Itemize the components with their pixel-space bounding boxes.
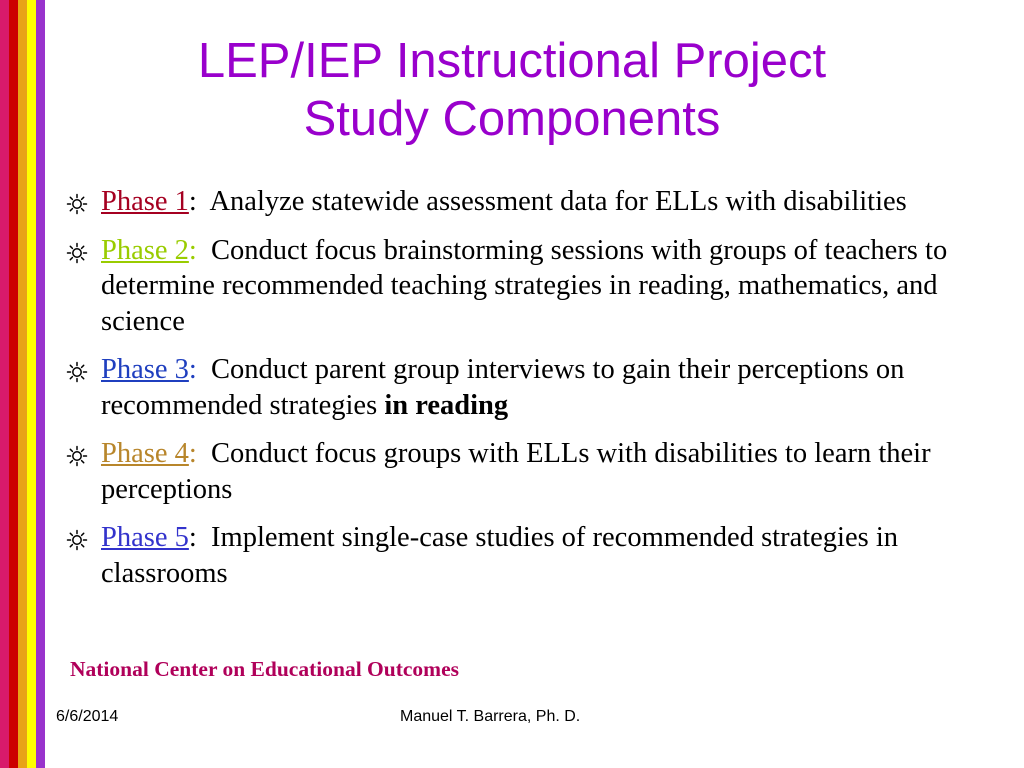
phase-link[interactable]: Phase 4 — [101, 438, 189, 469]
footer-date: 6/6/2014 — [56, 708, 119, 725]
emphasis-text: in reading — [384, 389, 509, 421]
phase-description: Analyze statewide assessment data for ELLs with disabilities — [196, 186, 907, 217]
organization-credit: National Center on Educational Outcomes — [70, 657, 459, 681]
bullet-phase-3 — [66, 352, 966, 423]
sun-icon — [66, 529, 88, 551]
title-line-1: LEP/IEP Instructional Project — [197, 34, 827, 88]
bullet-phase-2 — [66, 233, 966, 340]
bullet-phase-4 — [66, 436, 966, 507]
phase-description: Conduct parent group interviews to gain their perceptions on recommended strategies — [101, 354, 912, 421]
phase-separator: : — [188, 438, 197, 469]
phase-separator: : — [188, 522, 197, 553]
phase-link[interactable]: Phase 5 — [101, 522, 189, 553]
title-line-2: Study Components — [303, 92, 721, 146]
sun-icon — [66, 193, 88, 215]
bullet-phase-5 — [66, 520, 966, 591]
footer-author: Manuel T. Barrera, Ph. D. — [400, 708, 581, 725]
slide-title — [0, 32, 1024, 148]
sun-icon — [66, 361, 88, 383]
sun-icon — [66, 242, 88, 264]
sun-icon — [66, 445, 88, 467]
phase-description: Conduct focus groups with ELLs with disabilities to learn their perceptions — [101, 438, 938, 505]
phase-separator: : — [188, 234, 197, 266]
phase-link[interactable]: Phase 3 — [101, 354, 189, 385]
bullet-list — [66, 184, 966, 604]
phase-separator: : — [188, 354, 197, 385]
phase-description: Conduct focus brainstorming sessions with groups of teachers to determine recommended teaching strategies in reading, mathematics, and science — [101, 234, 955, 337]
phase-description: Implement single-case studies of recommended strategies in classrooms — [101, 522, 906, 589]
bullet-phase-1 — [66, 184, 966, 220]
phase-separator: : — [188, 186, 197, 217]
phase-link[interactable]: Phase 2 — [101, 234, 189, 266]
phase-link[interactable]: Phase 1 — [101, 186, 189, 217]
